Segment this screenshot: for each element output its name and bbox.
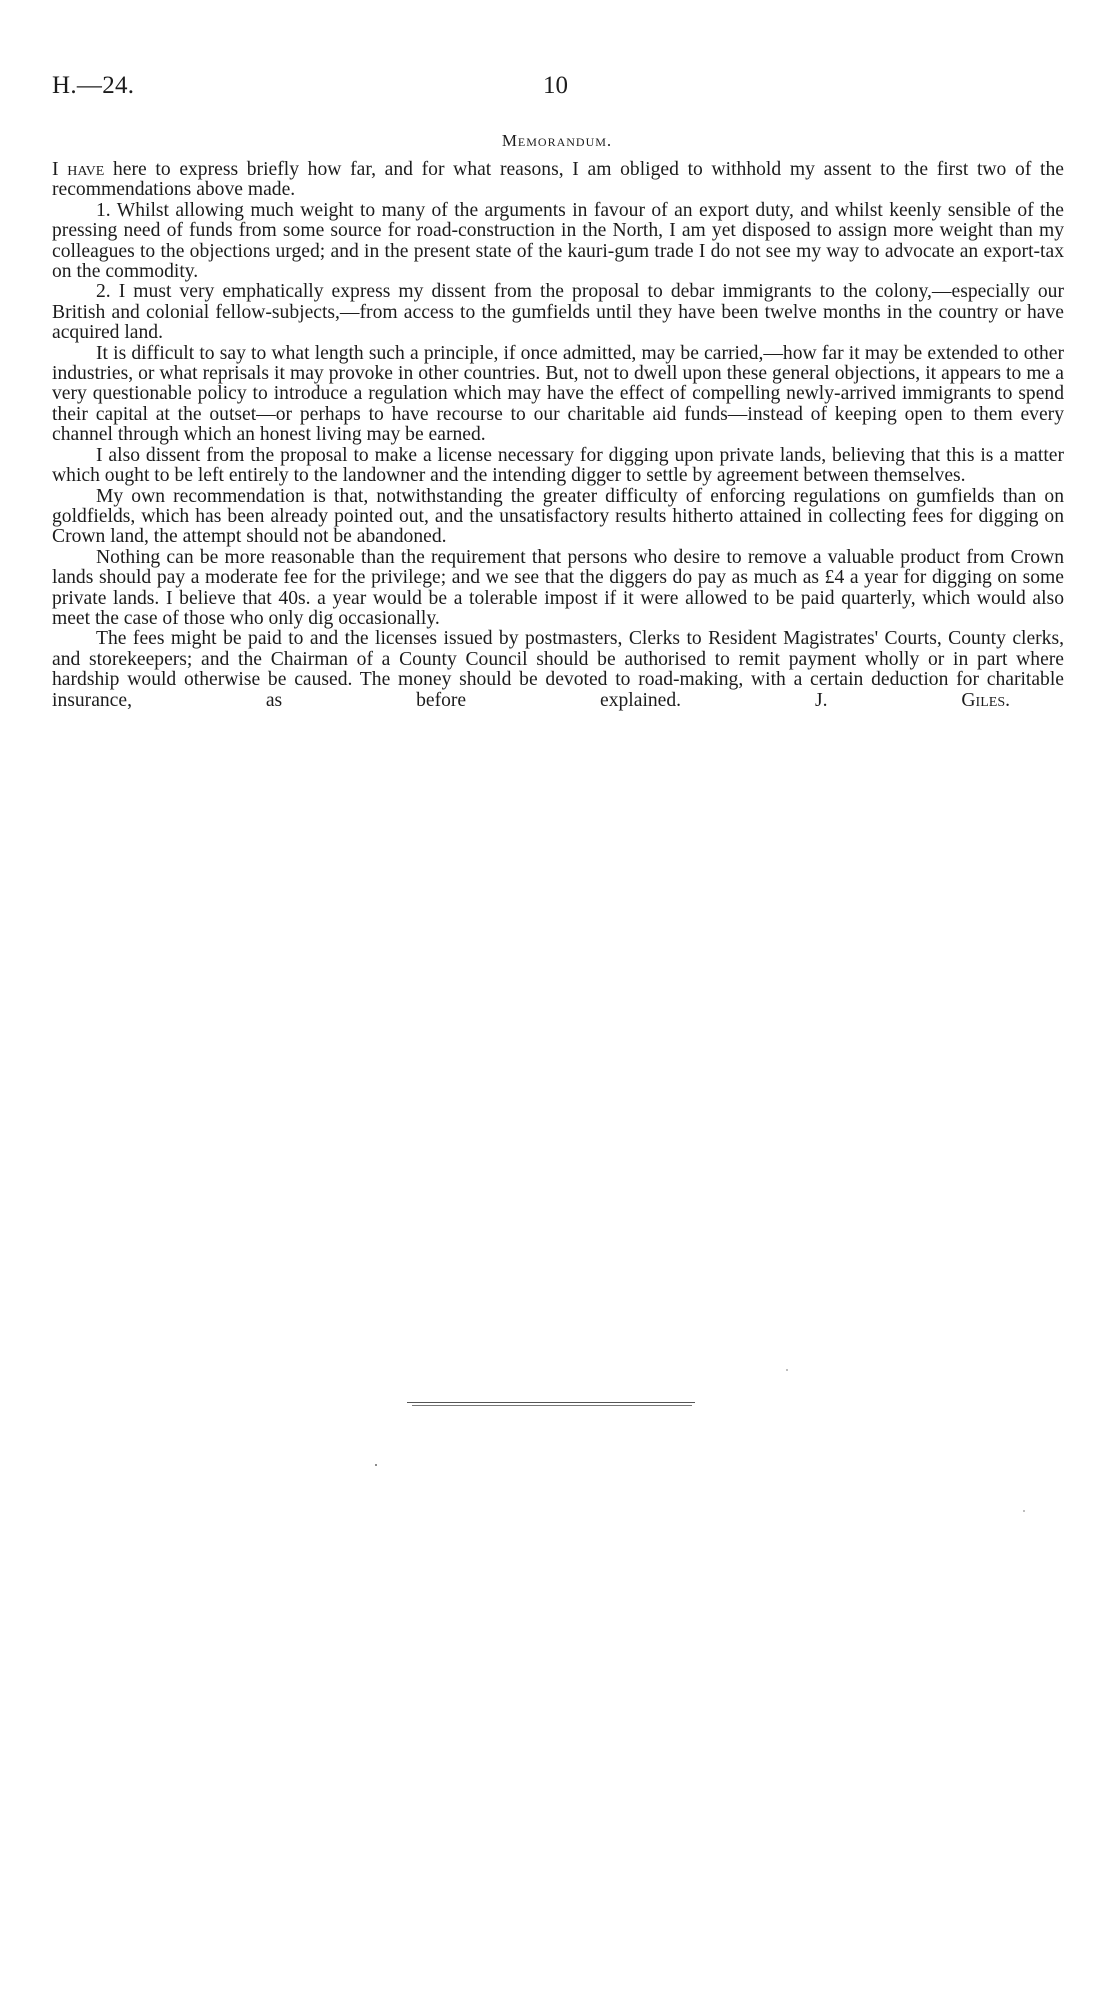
paragraph-licenses [52,629,1064,711]
paragraph-export-duty: 1. Whilst allowing much weight to many of the arguments in favour of an export duty, and whilst keenly sensible of the pressing need of funds from some source for road-construction in the North, I am yet disposed to assign more weight than my colleagues to the objections urged; and in the present state of the kauri-gum trade I do not see my way to advocate an export-tax on the commodity. [52,199,1064,283]
scan-speck [375,1464,377,1466]
document-reference: H.—24. [52,72,135,99]
scan-speck [786,1369,788,1371]
paragraph-principle: It is difficult to say to what length such a principle, if once admitted, may be carried,—how far it may be extended to other industries, or what reprisals it may provoke in other countries. But, not to dwell upon these general objections, it appears to me a very questionable policy to introduce a regulation which may have the effect of compelling newly-arrived immigrants to spend their capital at the outset—or perhaps to have recourse to our charitable aid funds—instead of keeping open to them every channel through which an honest living may be earned. [52,342,1064,446]
lead-words: I have [52,159,105,180]
paragraph-text: here to express briefly how far, and for what reasons, I am obliged to withhold my assent to the first two of the recommendations above made. [52,159,1064,201]
closing-rule [407,1402,695,1403]
paragraph-intro [52,160,1064,201]
signature: J. Giles. [814,689,1011,711]
paragraph-private-lands: I also dissent from the proposal to make a license necessary for digging upon private lands, believing that this is a matter which ought to be left entirely to the landowner and the intending digger to settle by agreement between themselves. [52,444,1064,487]
memo-title: Memorandum. [501,131,613,150]
paragraph-text: The fees might be paid to and the licenses issued by postmasters, Clerks to Resident Magistrates' Courts, County clerks, and storekeepers; and the Chairman of a County Council should be authorised to remit payment wholly or in part where hardship would otherwise be caused. The money should be devoted to road-making, with a certain deduction for charitable insurance, as before explained. [52,628,1064,711]
scan-speck [1023,1510,1025,1512]
paragraph-fees: Nothing can be more reasonable than the requirement that persons who desire to remove a valuable product from Crown lands should pay a moderate fee for the privilege; and we see that the diggers do pay as much as £4 a year for digging on some private lands. I believe that 40s. a year would be a tolerable impost if it were allowed to be paid quarterly, which would also meet the case of those who only dig occasionally. [52,546,1064,629]
paragraph-immigrants: 2. I must very emphatically express my dissent from the proposal to debar immigrants to the colony,—especially our British and colonial fellow-subjects,—from access to the gumfields until they have been twelve months in the country or have acquired land. [52,281,1064,344]
memo-body [52,160,1064,711]
closing-rule-shadow [412,1405,692,1406]
paragraph-recommendation: My own recommendation is that, notwithstanding the greater difficulty of enforcing regulations on gumfields than on goldfields, which has been already pointed out, and the unsatisfactory results hitherto attained in collecting fees for digging on Crown land, the attempt should not be abandoned. [52,485,1064,548]
page-number: 10 [543,72,568,99]
